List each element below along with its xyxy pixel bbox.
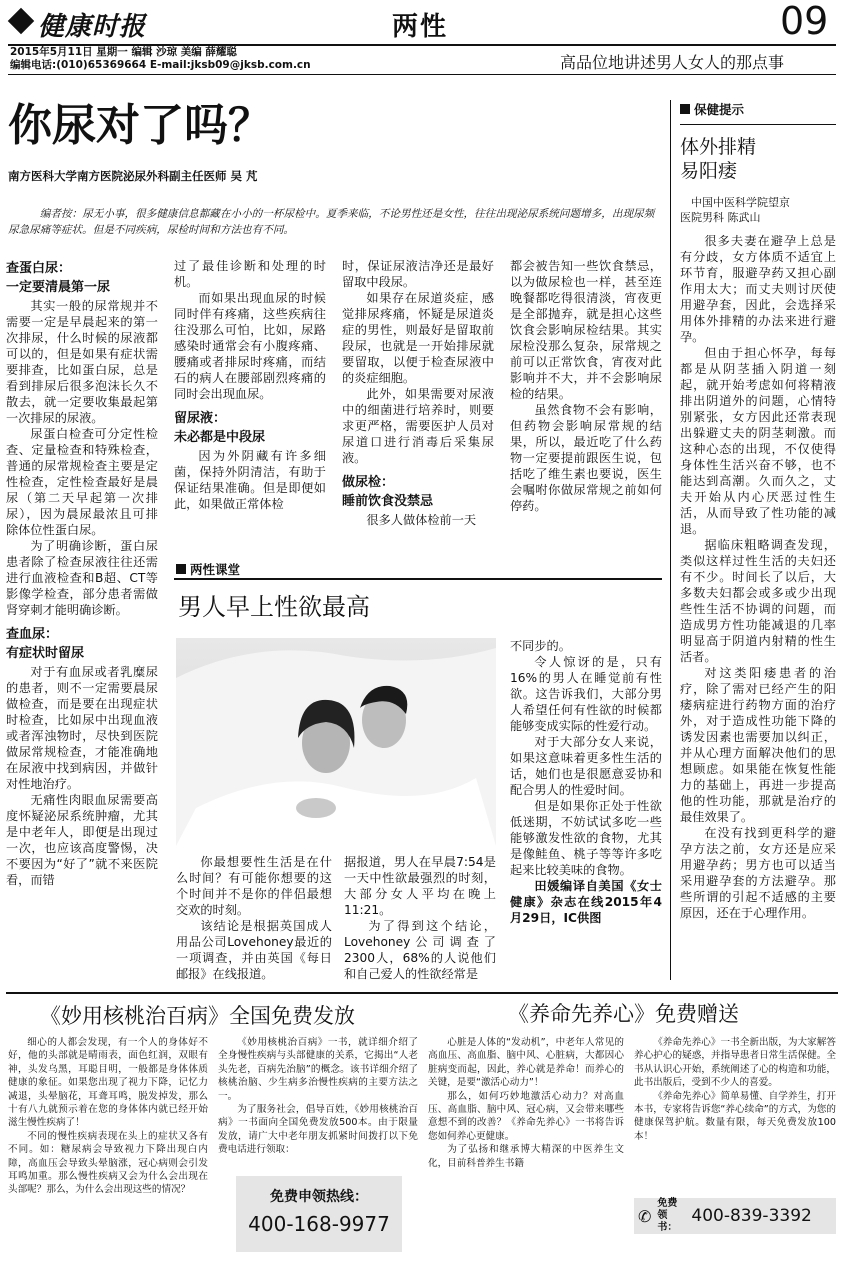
article-title: 你尿对了吗？: [8, 100, 272, 151]
ad-left-hotline-box[interactable]: [236, 1176, 402, 1252]
subhead-protein: 查蛋白尿：: [6, 261, 72, 276]
article-author: 南方医科大学南方医院泌尿外科副主任医师 吴 芃: [8, 169, 258, 183]
paragraph: 对于大部分女人来说，如果这意味着更多性生活的话，她们也是很愿意妥协和配合男人的性爱时间。: [510, 735, 662, 797]
subhead-blood-b: 有症状时留尿: [6, 646, 85, 661]
subhead-blood: 查血尿：: [6, 627, 59, 642]
article-column-4: [510, 258, 662, 552]
newspaper-logo: 健康时报: [38, 12, 147, 42]
paragraph: 对这类阳痿患者的治疗，除了需对已经产生的阳痿病症进行药物方面的治疗外，对于造成性功能下降的诱发因素也需要加以纠正，并从心理方面解决他们的思想顾虑。如果能在恢复性能力的基础上，再进一步提高他的性功能，那就是治疗的最佳效果了。: [680, 666, 836, 824]
paragraph: 不同的慢性疾病表现在头上的症状又各有不同。如：糖尿病会导致视力下降出现白内障，高血压会导致头晕脑涨，冠心病则会引发耳鸣加重。那么慢性疾病又会为什么会出现在头部呢？那么，为什么会出现这些的情况？: [8, 1130, 208, 1196]
class-column-1: [176, 854, 332, 984]
contact-line: 编辑电话:(010)65369664 E-mail:jksb09@jksb.com.cn: [10, 59, 311, 71]
paragraph: 在没有找到更科学的避孕方法之前，女方还是应采用避孕药；男方也可以适当采用避孕套的方法避孕。那些所谓的引起不适感的主要原因，还在于心理作用。: [680, 826, 836, 920]
class-rule: [174, 578, 662, 580]
paragraph: 《养命先养心》一书全新出版，为大家解答养心护心的疑惑，并指导患者日常生活保健。全书从认识心开始，系统阐述了心的构造和功能，此书出版后，受到不少人的喜爱。: [634, 1037, 836, 1089]
paragraph: 此外，如果需要对尿液中的细菌进行培养时，则要求更严格，需要医护人员对尿道口进行消毒后采集尿液。: [342, 387, 494, 465]
ad-right-title: 《养命先养心》免费赠送: [508, 1002, 739, 1026]
sidebar-byline-2: 医院男科 陈武山: [680, 211, 761, 224]
date-line: 2015年5月11日 星期一 编辑 沙琼 美编 薛耀聪: [10, 46, 237, 58]
sidebar: [680, 100, 836, 980]
article-column-2: [174, 258, 326, 552]
paragraph: 为了明确诊断，蛋白尿患者除了检查尿液往往还需进行血液检查和B超、CT等影像学检查，部分患者需做肾穿刺才能明确诊断。: [6, 539, 158, 617]
masthead-bottom-rule: [8, 74, 836, 75]
sidebar-label: 保健提示: [680, 100, 836, 118]
ad-left-title: 《妙用核桃治百病》全国免费发放: [40, 1004, 355, 1028]
subhead-test-b: 睡前饮食没禁忌: [342, 494, 434, 509]
hotline-label: 免费领书：: [657, 1198, 678, 1233]
paragraph: 心脏是人体的“发动机”，中老年人常见的高血压、高血脂、脑中风、心脏病，大都因心脏病变而起，因此，养心就是养命！而养心的关键，是要“激活心动力”！: [428, 1037, 624, 1089]
subhead-urine-b: 未必都是中段尿: [174, 430, 266, 445]
paragraph: 但是如果你正处于性欲低迷期，不妨试试多吃一些能够激发性欲的食物，尤其是像鲑鱼、桃子等等许多吃起来比较美味的食物。: [510, 799, 662, 877]
paragraph: 你最想要性生活是在什么时间？有可能你想要的这个时间并不是你的伴侣最想交欢的时刻。: [176, 855, 332, 917]
subhead-protein-b: 一定要清晨第一尿: [6, 280, 111, 295]
sidebar-byline-1: 中国中医科学院望京: [691, 196, 790, 209]
article-column-3: [342, 258, 494, 552]
ad-right-column-2: [634, 1036, 836, 1194]
paragraph: 为了得到这个结论，Lovehoney公司调查了2300人，68%的人说他们和自己爱人的性欲经常是: [344, 919, 496, 981]
class-label: 两性课堂: [176, 560, 240, 578]
paragraph: 为了服务社会，倡导百姓，《妙用核桃治百病》一书面向全国免费发放500本。由于限量发放，请广大中老年朋友抓紧时间拨打以下免费电话进行领取：: [218, 1104, 418, 1156]
logo-icon: [8, 8, 34, 34]
ad-right-hotline-box[interactable]: [634, 1198, 836, 1234]
paragraph: 不同步的。: [510, 639, 571, 653]
class-column-2: [344, 854, 496, 984]
paragraph: 无痛性肉眼血尿需要高度怀疑泌尿系统肿瘤，尤其是中老年人，即便是出现过一次，也应该高度警惕，决不要因为“好了”就不来医院看，而错: [6, 793, 158, 887]
paragraph: 据临床粗略调查发现，类似这样过性生活的夫妇还有不少。时间长了以后，大多数夫妇都会或多或少出现些性生活不协调的问题，而造成男方性功能减退的几率明显高于阴道内射精的性生活者。: [680, 538, 836, 664]
ad-left-column-1: [8, 1036, 208, 1282]
square-icon: [176, 564, 186, 574]
sidebar-divider: [670, 100, 671, 980]
sidebar-title-2: 易阳痿: [680, 160, 738, 182]
paragraph: 该结论是根据英国成人用品公司Lovehoney最近的一项调查，并由英国《每日邮报》在线报道。: [176, 919, 332, 981]
paragraph: 因为外阴藏有许多细菌，保持外阴清洁，有助于保证结果准确。但是即便如此，如果做正常体检: [174, 449, 326, 511]
couple-photo: [176, 638, 496, 846]
sidebar-title-1: 体外排精: [680, 136, 757, 158]
subhead-urine: 留尿液：: [174, 411, 227, 426]
class-title: 男人早上性欲最高: [178, 593, 370, 621]
section-title: 两性: [392, 12, 449, 42]
paragraph: 都会被告知一些饮食禁忌，以为做尿检也一样，甚至连晚餐都吃得很清淡，宵夜更是全部抛弃，就是担心这些饮食会影响尿检结果。其实尿检没那么复杂，尿常规之前可以正常饮食，宵夜对此影响并不大，并不会影响尿检的结果。: [510, 259, 662, 401]
page-separator: [6, 992, 838, 994]
paragraph: 那么，如何巧妙地激活心动力？对高血压、高血脂、脑中风、冠心病，又会带来哪些意想不到的改善？《养命先养心》一书将告诉您如何养心更健康。: [428, 1090, 624, 1142]
paragraph: 虽然食物不会有影响，但药物会影响尿常规的结果，所以，最近吃了什么药物一定要提前跟医生说，包括吃了维生素也要说，医生会嘱咐你做尿常规之前如何停药。: [510, 403, 662, 513]
class-column-3: [510, 638, 662, 984]
paragraph: 其实一般的尿常规并不需要一定是早晨起来的第一次排尿，什么时候的尿液都可以的，但是如果有症状需要排查，比如蛋白尿，总是看到排尿后很多泡沫长久不散去，就一定要收集最起第一次排尿的尿液。: [6, 299, 158, 425]
hotline-number: 400-839-3392: [691, 1206, 812, 1226]
paragraph: 为了弘扬和继承博大精深的中医养生文化，目前科普养生书籍: [428, 1144, 624, 1169]
paragraph: 而如果出现血尿的时候同时伴有疼痛，这些疾病往往没那么可怕，比如，尿路感染时通常会有小腹疼痛、腰痛或者排尿时疼痛，而结石的病人在腰部剧烈疼痛的同时会出现血尿。: [174, 291, 326, 401]
paragraph: 《养命先养心》简单易懂、自学养生，打开本书，专家将告诉您“养心续命”的方式，为您的健康保驾护航。数量有限，每天免费发放100本！: [634, 1090, 836, 1142]
paragraph: 很多人做体检前一天: [366, 513, 477, 527]
ad-left-column-2: [218, 1036, 418, 1168]
paragraph: 据报道，男人在早晨7:54是一天中性欲最强烈的时刻，大部分女人平均在晚上11:21。: [344, 855, 496, 917]
editor-note: 编者按：尿无小事，很多健康信息都藏在小小的一杯尿检中。夏季来临，不论男性还是女性，往往出现泌尿系统问题增多，出现尿频尿急尿痛等症状。但是不同疾病，尿检时间和方法也有不同。: [8, 208, 655, 236]
paragraph: 对于有血尿或者乳糜尿的患者，则不一定需要晨尿做检查，而是要在出现症状时检查，比如尿中出现血液或者浑浊物时，尽快到医院做尿常规检查，才能准确地在尿液中找到病因，并做针对性地治疗。: [6, 665, 158, 791]
subhead-test: 做尿检：: [342, 475, 395, 490]
image-credit: 田媛编译自美国《女士健康》杂志在线2015年4月29日，IC供图: [510, 879, 662, 925]
page-number: 09: [780, 0, 829, 43]
slogan: 高品位地讲述男人女人的那点事: [560, 53, 785, 72]
square-icon: [680, 104, 690, 114]
paragraph: 如果存在尿道炎症，感觉排尿疼痛，怀疑是尿道炎症的男性，则最好是留取前段尿，也就是一开始排尿就要留取，以便于检查尿液中的炎症细胞。: [342, 291, 494, 385]
paragraph: 很多夫妻在避孕上总是有分歧，女方体质不适宜上环节育，服避孕药又担心副作用太大；而丈夫则讨厌使用避孕套，因此，会选择采用体外排精的办法来进行避孕。: [680, 234, 836, 344]
paragraph: 时，保证尿液洁净还是最好留取中段尿。: [342, 259, 494, 289]
paragraph: 尿蛋白检查可分定性检查、定量检查和特殊检查，普通的尿常规检查主要是定性检查，定性检查最好是晨尿（第二天早起第一次排尿），因为晨尿最浓且可排除体位性蛋白尿。: [6, 427, 158, 537]
ad-right-column-1: [428, 1036, 624, 1282]
paragraph: 《妙用核桃治百病》一书，就详细介绍了全身慢性疾病与头部健康的关系，它揭出“人老头先老，百病先治脑”的概念。该书详细介绍了核桃治脑、少生病多治慢性疾病的主要方法之一。: [218, 1037, 418, 1102]
sidebar-rule: [680, 124, 836, 125]
paragraph: 过了最佳诊断和处理的时机。: [174, 259, 326, 289]
hotline-number: 400-168-9977: [248, 1212, 390, 1236]
hotline-label: 免费申领热线：: [270, 1189, 368, 1205]
paragraph: 但由于担心怀孕，每每都是从阴茎插入阴道一刻起，就开始考虑如何将精液排出阴道外的问题，心情特别紧张，女方因此还常表现出躲避丈夫的阴茎刺激。而这种心态的出现，不仅使得身体性生活兴奋不够，也不能达到高潮。久而久之，丈夫开始从内心厌恶过性生活，从而导致了性功能的减退。: [680, 346, 836, 536]
paragraph: 令人惊讶的是，只有16%的男人在睡觉前有性欲。这告诉我们，大部分男人希望任何有性欲的时候都能够变成实际的性爱行动。: [510, 655, 662, 733]
masthead: [0, 0, 844, 74]
article-column-1: [6, 260, 158, 985]
phone-icon: ✆: [638, 1206, 652, 1226]
paragraph: 细心的人都会发现，有一个人的身体好不好，他的头部就是晴雨表，面色红润，双眼有神，头发乌黑，耳聪目明，一般都是身体体质健康的象征。如果您出现了视力下降，记忆力减退，头晕脑花，耳聋耳鸣，脱发掉发，那么十有八九就预示着在您的身体体内就已经开始滋生慢性疾病了！: [8, 1037, 208, 1129]
